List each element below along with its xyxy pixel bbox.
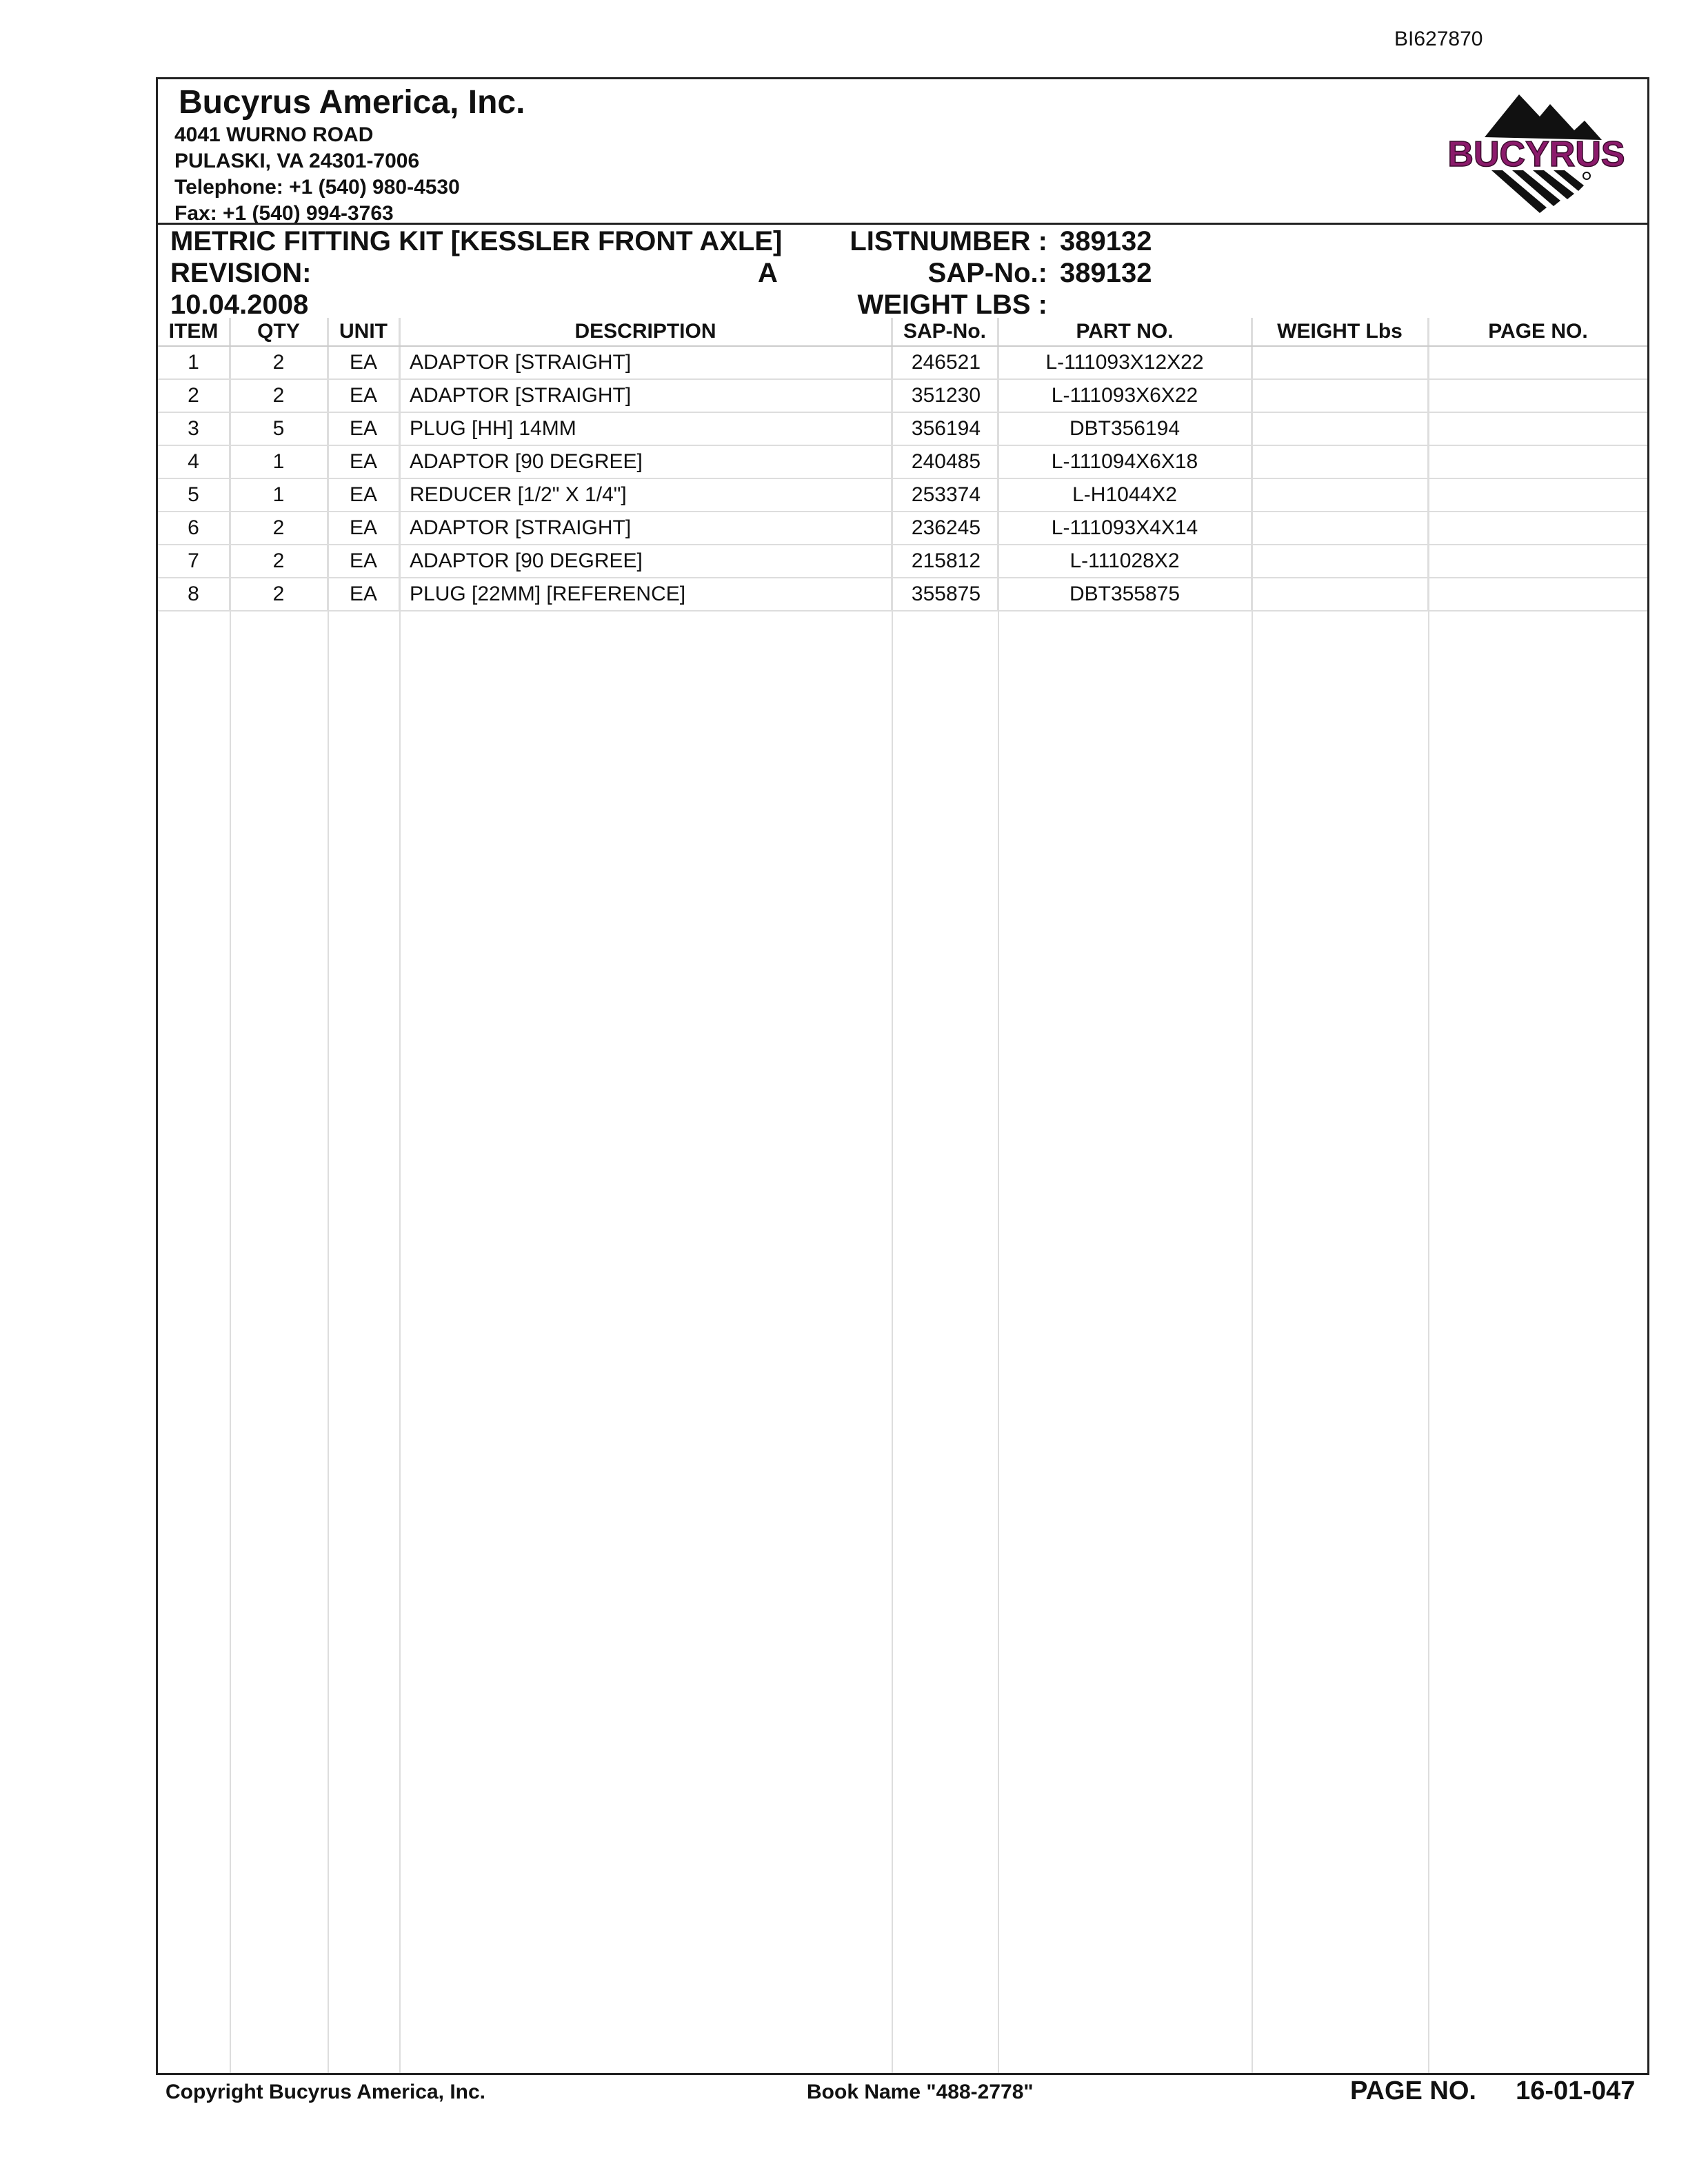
cell-weight xyxy=(1252,346,1428,379)
cell-qty: 2 xyxy=(230,379,328,412)
column-header-page-no: PAGE NO. xyxy=(1428,318,1647,346)
cell-qty: 1 xyxy=(230,478,328,512)
cell-description: ADAPTOR [90 DEGREE] xyxy=(399,445,892,478)
parts-table xyxy=(158,318,1647,611)
column-header-part-no: PART NO. xyxy=(998,318,1252,346)
document-id: BI627870 xyxy=(1394,28,1483,50)
cell-weight xyxy=(1252,578,1428,611)
cell-page-no xyxy=(1428,346,1647,379)
cell-page-no xyxy=(1428,379,1647,412)
cell-page-no xyxy=(1428,578,1647,611)
parts-list-frame xyxy=(156,77,1649,2075)
footer-copyright: Copyright Bucyrus America, Inc. xyxy=(165,2081,486,2103)
cell-page-no xyxy=(1428,412,1647,445)
company-fax: Fax: +1 (540) 994-3763 xyxy=(174,202,394,225)
cell-qty: 2 xyxy=(230,545,328,578)
cell-sap-no: 355875 xyxy=(892,578,998,611)
footer-page-value: 16-01-047 xyxy=(1516,2076,1636,2105)
column-header-item: ITEM xyxy=(158,318,230,346)
kit-title: METRIC FITTING KIT [KESSLER FRONT AXLE] xyxy=(170,226,783,256)
company-address-line1: 4041 WURNO ROAD xyxy=(174,123,374,146)
bucyrus-logo xyxy=(1436,89,1636,213)
cell-unit: EA xyxy=(328,445,399,478)
listnumber-label: LISTNUMBER : xyxy=(850,226,1047,256)
cell-weight xyxy=(1252,412,1428,445)
cell-qty: 5 xyxy=(230,412,328,445)
company-name: Bucyrus America, Inc. xyxy=(179,84,525,121)
company-telephone: Telephone: +1 (540) 980-4530 xyxy=(174,176,460,199)
cell-qty: 2 xyxy=(230,512,328,545)
column-header-unit: UNIT xyxy=(328,318,399,346)
cell-unit: EA xyxy=(328,412,399,445)
cell-part-no: L-111093X12X22 xyxy=(998,346,1252,379)
table-row xyxy=(158,545,1647,578)
cell-part-no: DBT356194 xyxy=(998,412,1252,445)
cell-part-no: L-111094X6X18 xyxy=(998,445,1252,478)
cell-unit: EA xyxy=(328,346,399,379)
cell-description: ADAPTOR [STRAIGHT] xyxy=(399,379,892,412)
footer-page-label: PAGE NO. xyxy=(1350,2076,1476,2105)
revision-value: A xyxy=(758,258,778,288)
weight-label: WEIGHT LBS : xyxy=(857,290,1047,320)
revision-date: 10.04.2008 xyxy=(170,290,309,320)
cell-sap-no: 240485 xyxy=(892,445,998,478)
cell-unit: EA xyxy=(328,478,399,512)
sap-number-label: SAP-No.: xyxy=(927,258,1047,288)
revision-label: REVISION: xyxy=(170,258,312,288)
cell-weight xyxy=(1252,445,1428,478)
cell-qty: 2 xyxy=(230,346,328,379)
cell-part-no: L-H1044X2 xyxy=(998,478,1252,512)
cell-description: ADAPTOR [STRAIGHT] xyxy=(399,512,892,545)
cell-item: 8 xyxy=(158,578,230,611)
listnumber-value: 389132 xyxy=(1060,226,1152,256)
company-block xyxy=(174,83,525,227)
cell-qty: 2 xyxy=(230,578,328,611)
header-divider xyxy=(158,223,1647,225)
table-row xyxy=(158,379,1647,412)
cell-unit: EA xyxy=(328,512,399,545)
cell-unit: EA xyxy=(328,545,399,578)
column-header-sap-no: SAP-No. xyxy=(892,318,998,346)
cell-sap-no: 351230 xyxy=(892,379,998,412)
cell-description: ADAPTOR [90 DEGREE] xyxy=(399,545,892,578)
column-header-qty: QTY xyxy=(230,318,328,346)
cell-item: 5 xyxy=(158,478,230,512)
cell-weight xyxy=(1252,478,1428,512)
cell-description: PLUG [HH] 14MM xyxy=(399,412,892,445)
cell-description: REDUCER [1/2" X 1/4"] xyxy=(399,478,892,512)
table-row xyxy=(158,412,1647,445)
cell-sap-no: 246521 xyxy=(892,346,998,379)
cell-weight xyxy=(1252,379,1428,412)
cell-part-no: L-111028X2 xyxy=(998,545,1252,578)
cell-weight xyxy=(1252,545,1428,578)
column-header-weight: WEIGHT Lbs xyxy=(1252,318,1428,346)
cell-page-no xyxy=(1428,445,1647,478)
footer-page-number xyxy=(1350,2076,1635,2106)
cell-part-no: L-111093X4X14 xyxy=(998,512,1252,545)
cell-unit: EA xyxy=(328,578,399,611)
table-row xyxy=(158,445,1647,478)
cell-sap-no: 356194 xyxy=(892,412,998,445)
logo-text: BUCYRUS xyxy=(1447,134,1625,174)
cell-part-no: L-111093X6X22 xyxy=(998,379,1252,412)
cell-description: ADAPTOR [STRAIGHT] xyxy=(399,346,892,379)
cell-item: 6 xyxy=(158,512,230,545)
cell-sap-no: 253374 xyxy=(892,478,998,512)
table-row xyxy=(158,578,1647,611)
cell-page-no xyxy=(1428,512,1647,545)
sap-number-value: 389132 xyxy=(1060,258,1152,288)
cell-item: 1 xyxy=(158,346,230,379)
cell-sap-no: 215812 xyxy=(892,545,998,578)
cell-part-no: DBT355875 xyxy=(998,578,1252,611)
company-address-line2: PULASKI, VA 24301-7006 xyxy=(174,150,420,172)
cell-sap-no: 236245 xyxy=(892,512,998,545)
cell-page-no xyxy=(1428,545,1647,578)
cell-description: PLUG [22MM] [REFERENCE] xyxy=(399,578,892,611)
cell-item: 7 xyxy=(158,545,230,578)
table-row xyxy=(158,478,1647,512)
column-header-description: DESCRIPTION xyxy=(399,318,892,346)
cell-item: 4 xyxy=(158,445,230,478)
cell-item: 2 xyxy=(158,379,230,412)
cell-qty: 1 xyxy=(230,445,328,478)
cell-page-no xyxy=(1428,478,1647,512)
table-row xyxy=(158,346,1647,379)
cell-item: 3 xyxy=(158,412,230,445)
cell-unit: EA xyxy=(328,379,399,412)
cell-weight xyxy=(1252,512,1428,545)
table-header-row xyxy=(158,318,1647,346)
table-row xyxy=(158,512,1647,545)
footer-book-name: Book Name "488-2778" xyxy=(807,2081,1034,2103)
